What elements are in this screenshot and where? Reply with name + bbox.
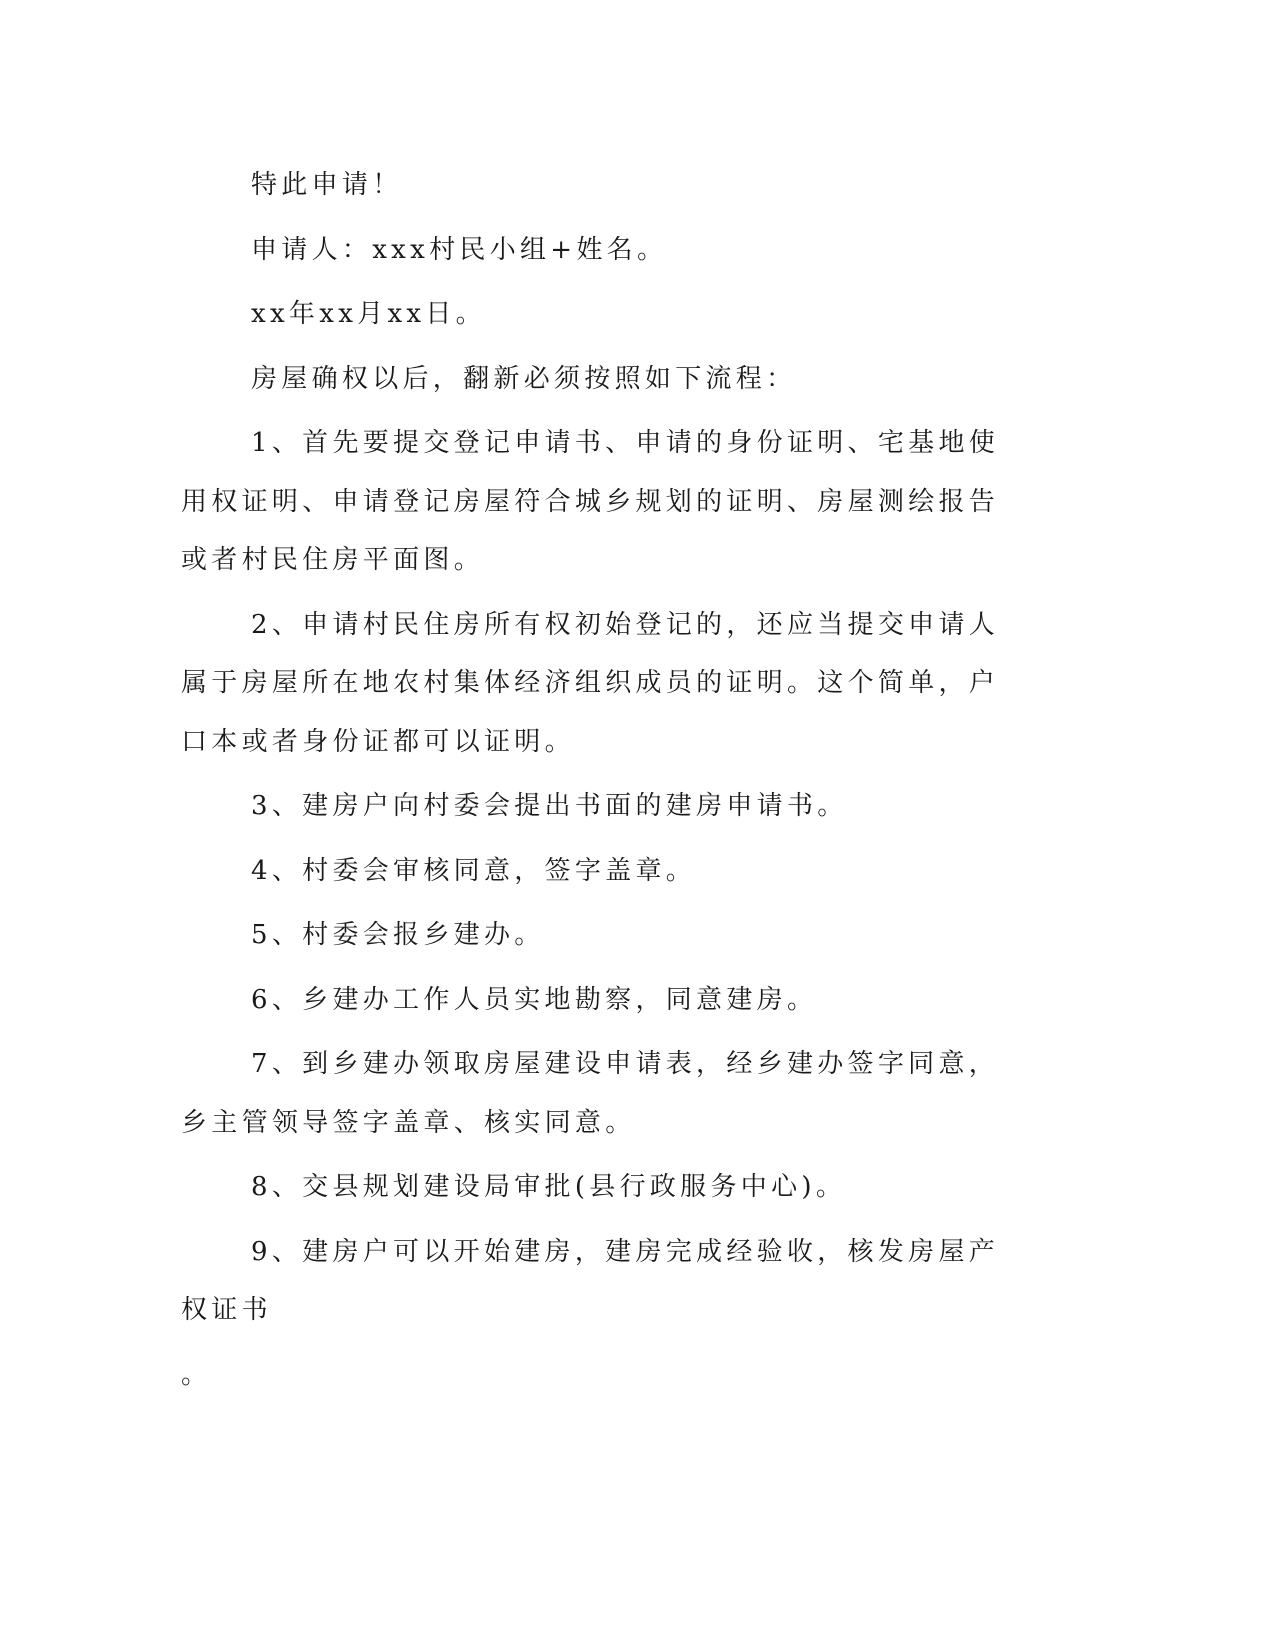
document-body bbox=[181, 156, 1013, 1410]
step-4: 4、村委会审核同意，签字盖章。 bbox=[251, 855, 697, 886]
step-7: 7、到乡建办领取房屋建设申请表，经乡建办签字同意，乡主管领导签字盖章、核实同意。 bbox=[181, 1049, 1000, 1138]
step-8: 8、交县规划建设局审批(县行政服务中心)。 bbox=[251, 1172, 847, 1202]
trailing-period: 。 bbox=[181, 1359, 212, 1390]
applicant-line: 申请人：xxx村民小组+姓名。 bbox=[251, 234, 668, 265]
step-9: 9、建房户可以开始建房，建房完成经验收，核发房屋产权证书 bbox=[181, 1236, 1000, 1325]
step-1: 1、首先要提交登记申请书、申请的身份证明、宅基地使用权证明、申请登记房屋符合城乡规划的证明、房屋测绘报告或者村民住房平面图。 bbox=[181, 428, 1000, 575]
process-intro: 房屋确权以后，翻新必须按照如下流程： bbox=[251, 363, 797, 394]
date-line: xx年xx月xx日。 bbox=[251, 299, 486, 329]
step-5: 5、村委会报乡建办。 bbox=[251, 920, 545, 950]
closing-line: 特此申请！ bbox=[251, 170, 403, 200]
step-3: 3、建房户向村委会提出书面的建房申请书。 bbox=[251, 791, 848, 821]
step-6: 6、乡建办工作人员实地勘察，同意建房。 bbox=[251, 984, 818, 1015]
step-2: 2、申请村民住房所有权初始登记的，还应当提交申请人属于房屋所在地农村集体经济组织成员的证明。这个简单，户口本或者身份证都可以证明。 bbox=[181, 609, 1000, 757]
